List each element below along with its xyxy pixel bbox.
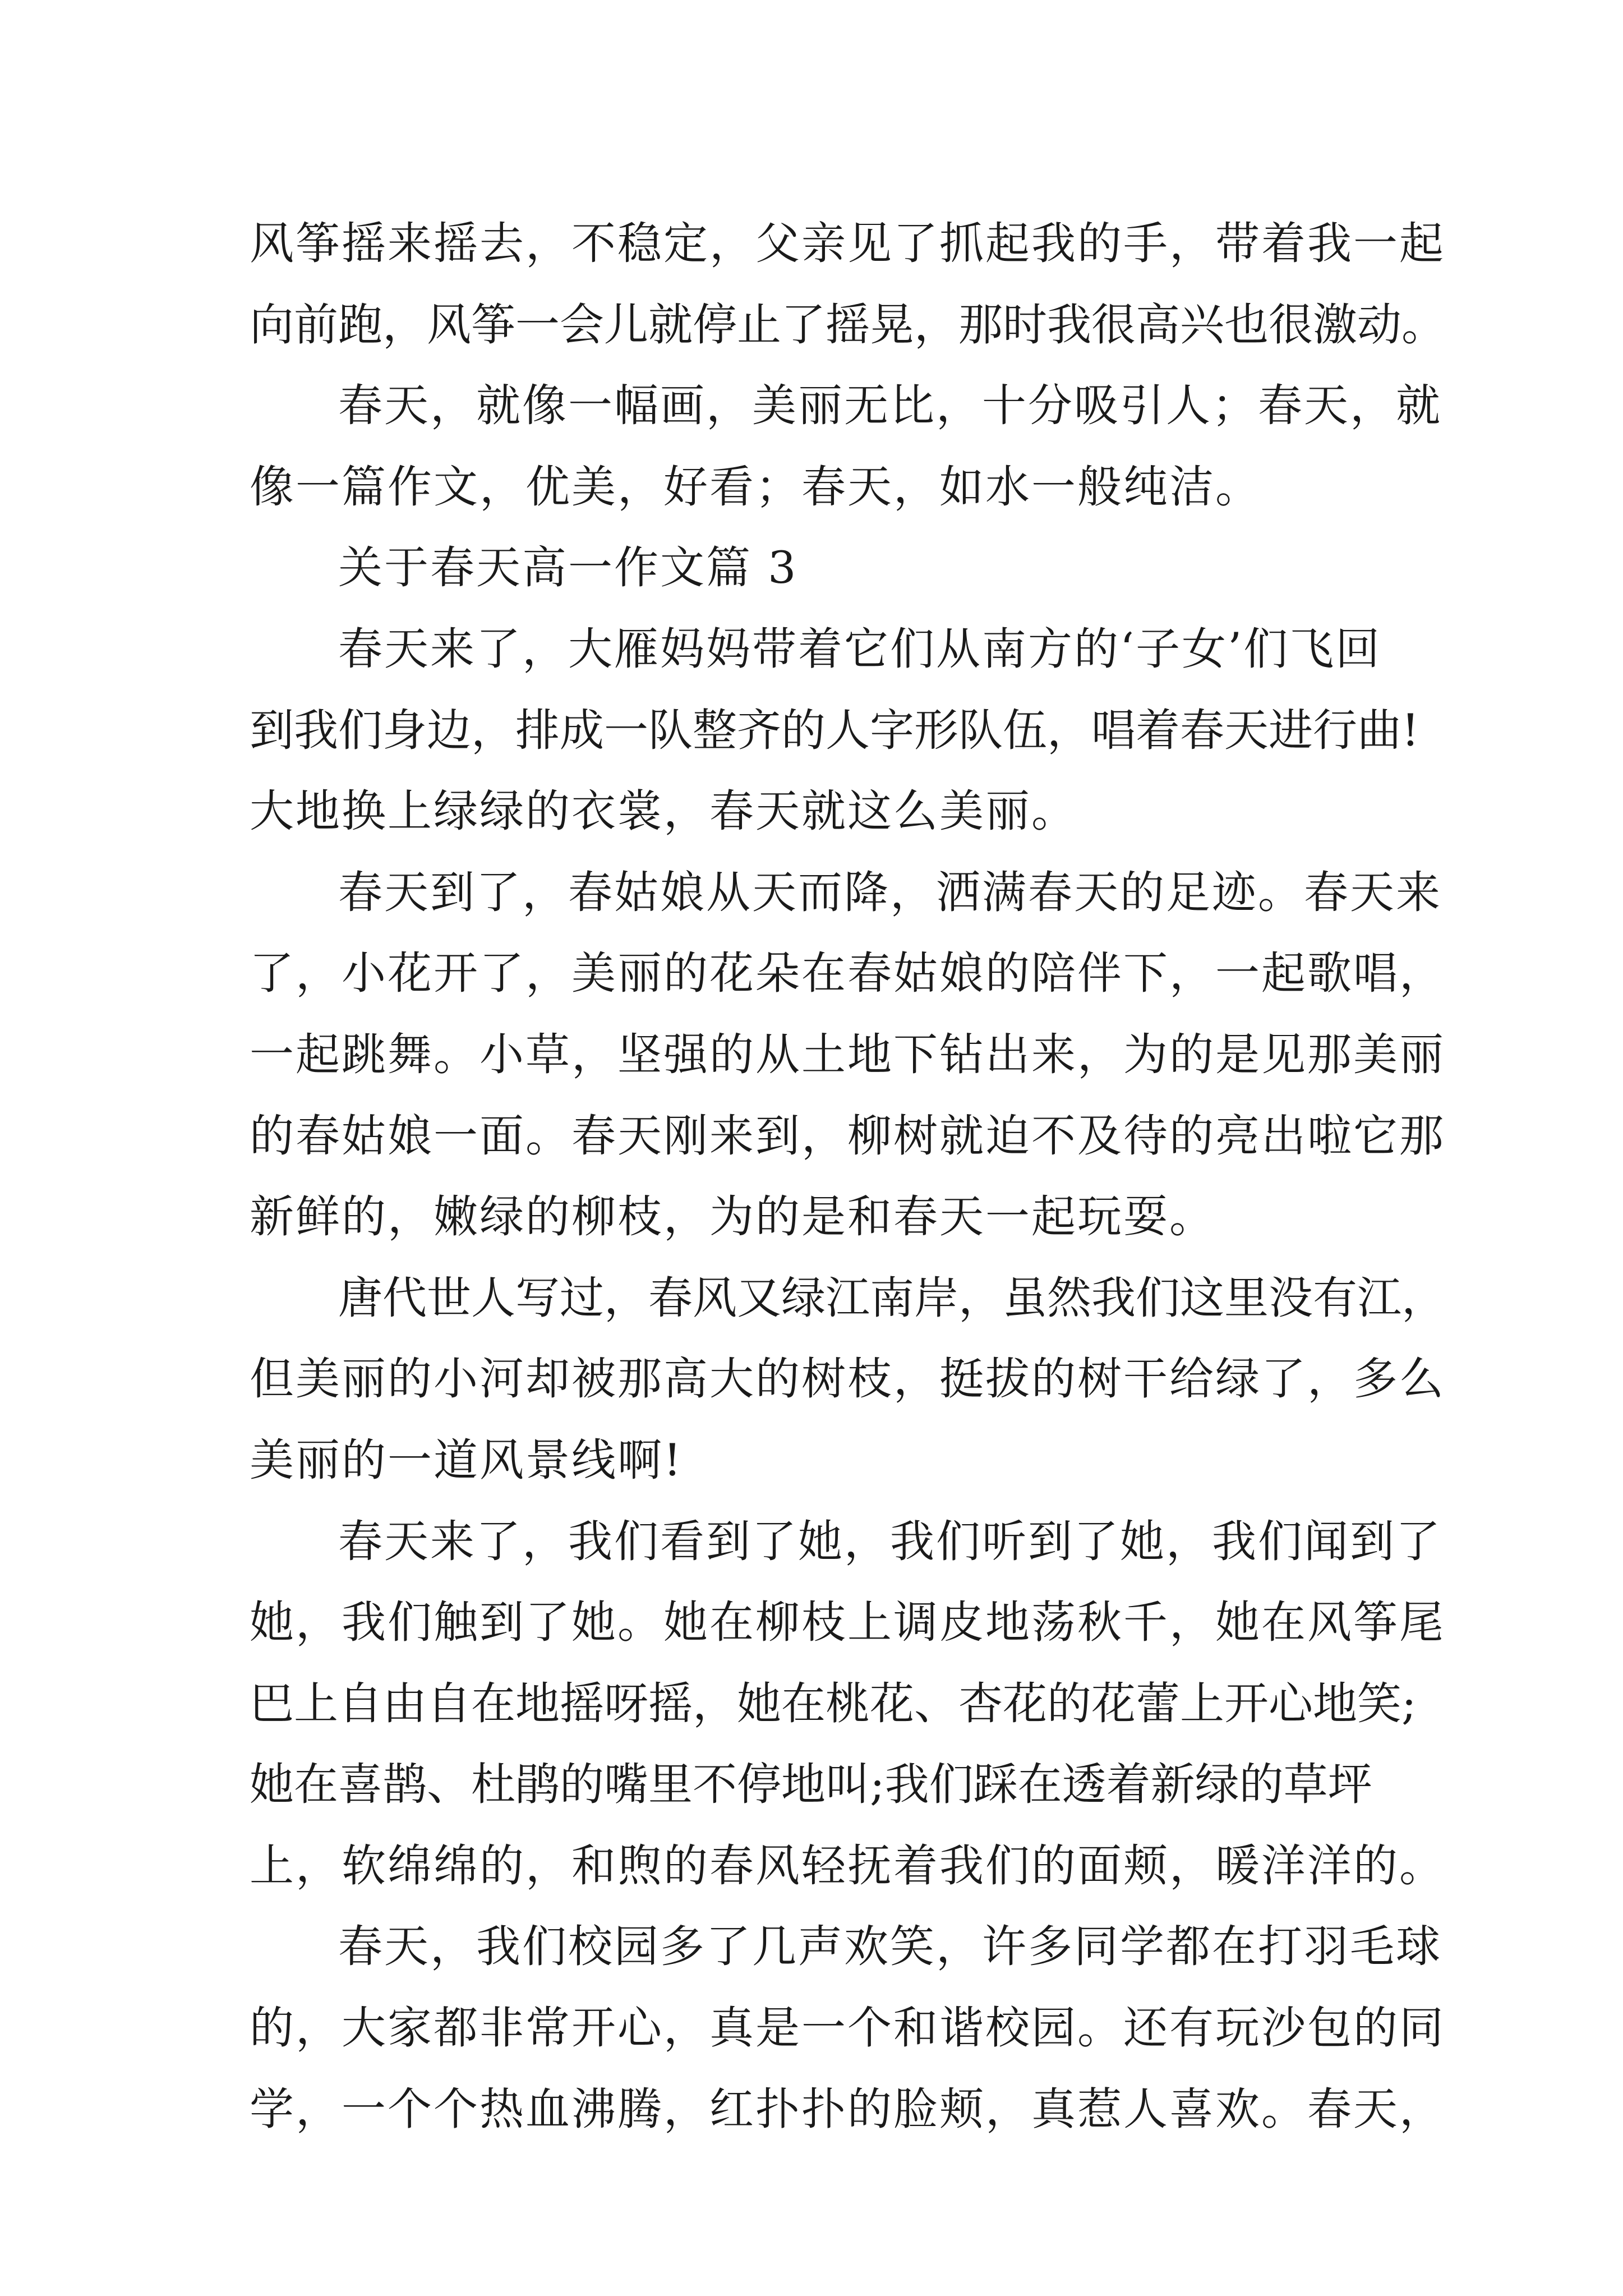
body-text bbox=[250, 203, 1446, 2150]
text-line-7: 到我们身边，排成一队整齐的人字形队伍，唱着春天进行曲! bbox=[250, 704, 1419, 756]
section-heading: 关于春天高一作文篇 3 bbox=[338, 542, 798, 594]
paragraph-start-line: 春天来了，大雁妈妈带着它们从南方的‘子女’们飞回 bbox=[338, 623, 1382, 675]
text-line-23: 的，大家都非常开心，真是一个和谐校园。还有玩沙包的同 bbox=[250, 2002, 1445, 2054]
paragraph-start-line: 春天到了，春姑娘从天而降，洒满春天的足迹。春天来 bbox=[338, 866, 1442, 918]
paragraph-start-line: 唐代世人写过，春风又绿江南岸，虽然我们这里没有江， bbox=[338, 1272, 1446, 1324]
text-line-13: 新鲜的，嫩绿的柳枝，为的是和春天一起玩耍。 bbox=[250, 1191, 1215, 1243]
text-line-24: 学，一个个热血沸腾，红扑扑的脸颊，真惹人喜欢。春天， bbox=[250, 2083, 1445, 2135]
text-line-18: 她，我们触到了她。她在柳枝上调皮地荡秋千，她在风筝尾 bbox=[250, 1596, 1445, 1649]
text-line-12: 的春姑娘一面。春天刚来到，柳树就迫不及待的亮出啦它那 bbox=[250, 1110, 1445, 1162]
paragraph-start-line: 春天，就像一幅画，美丽无比，十分吸引人；春天，就 bbox=[338, 380, 1442, 432]
text-line-21: 上，软绵绵的，和煦的春风轻抚着我们的面颊，暖洋洋的。 bbox=[250, 1839, 1445, 1892]
text-line-16: 美丽的一道风景线啊! bbox=[250, 1434, 683, 1486]
paragraph-start-line: 春天，我们校园多了几声欢笑，许多同学都在打羽毛球 bbox=[338, 1921, 1442, 1973]
paragraph-start-line: 春天来了，我们看到了她，我们听到了她，我们闻到了 bbox=[338, 1515, 1442, 1567]
text-line-8: 大地换上绿绿的衣裳，春天就这么美丽。 bbox=[250, 785, 1077, 838]
text-line-15: 但美丽的小河却被那高大的树枝，挺拔的树干给绿了，多么 bbox=[250, 1353, 1445, 1405]
text-line-2: 向前跑，风筝一会儿就停止了摇晃，那时我很高兴也很激动。 bbox=[250, 298, 1446, 351]
text-line-1: 风筝摇来摇去，不稳定，父亲见了抓起我的手，带着我一起 bbox=[250, 218, 1445, 269]
text-line-4: 像一篇作文，优美，好看；春天，如水一般纯洁。 bbox=[250, 461, 1261, 513]
text-line-10: 了，小花开了，美丽的花朵在春姑娘的陪伴下，一起歌唱， bbox=[250, 947, 1445, 1000]
text-line-19: 巴上自由自在地摇呀摇，她在桃花、杏花的花蕾上开心地笑; bbox=[250, 1677, 1417, 1729]
text-line-11: 一起跳舞。小草，坚强的从土地下钻出来，为的是见那美丽 bbox=[250, 1028, 1445, 1080]
text-line-20: 她在喜鹊、杜鹃的嘴里不停地叫;我们踩在透着新绿的草坪 bbox=[250, 1759, 1372, 1811]
